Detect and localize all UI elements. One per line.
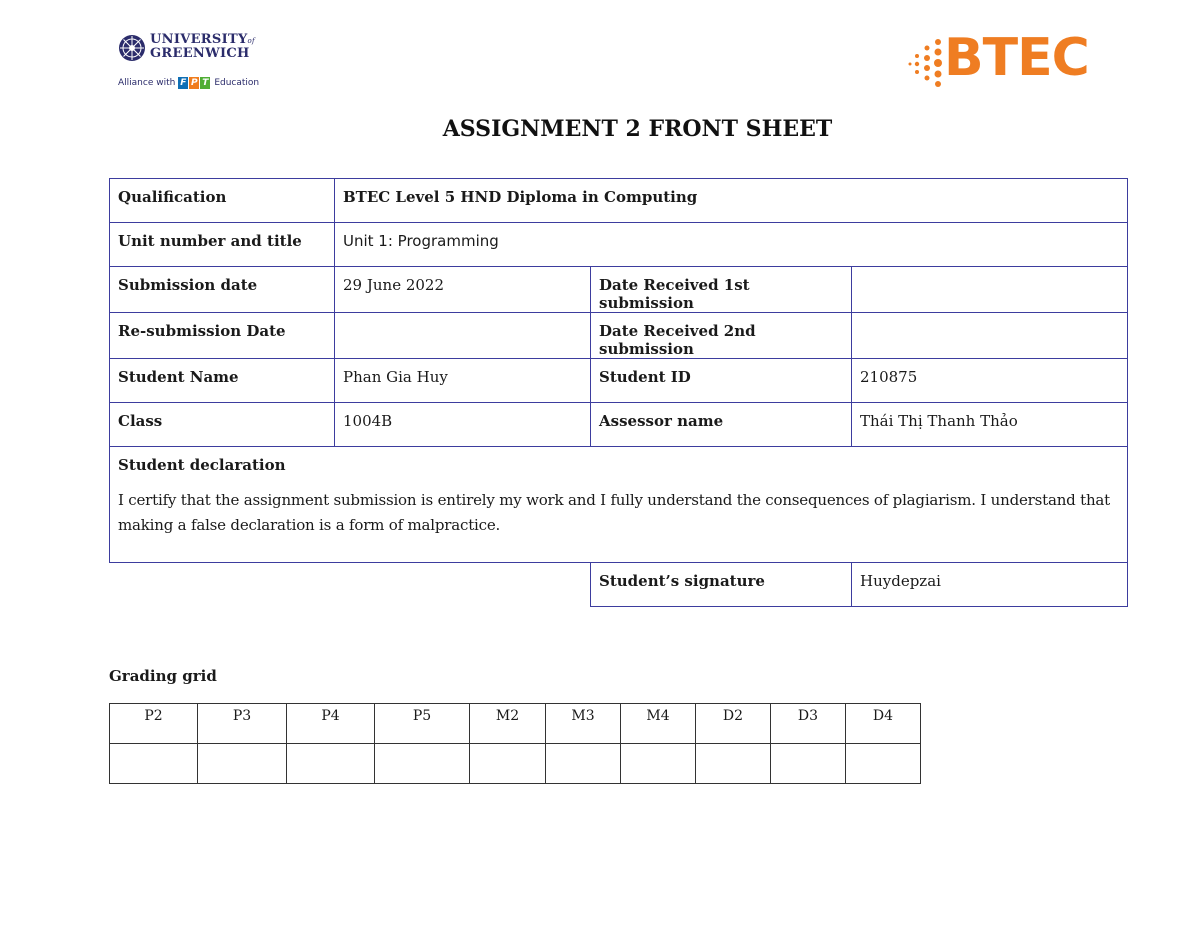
class-label: Class bbox=[110, 403, 335, 447]
fpt-logo bbox=[178, 77, 211, 89]
btec-wordmark: BTEC bbox=[944, 28, 1089, 88]
grade-header: P2 bbox=[110, 704, 198, 744]
grade-header: M2 bbox=[470, 704, 546, 744]
unit-value: Unit 1: Programming bbox=[335, 223, 1128, 267]
fpt-letter-p: P bbox=[191, 78, 198, 88]
grade-cell bbox=[846, 744, 921, 784]
page-title: ASSIGNMENT 2 FRONT SHEET bbox=[442, 116, 833, 142]
btec-dots-icon bbox=[908, 36, 948, 92]
declaration-text: I certify that the assignment submission is entirely my work and I fully understand the consequences of plagiarism. I understand that making a false declaration is a form of malpractice. bbox=[118, 491, 1111, 534]
alliance-prefix: Alliance with bbox=[118, 78, 176, 88]
qualification-row bbox=[110, 179, 1128, 223]
unit-label: Unit number and title bbox=[110, 223, 335, 267]
grade-cell bbox=[198, 744, 287, 784]
student-row bbox=[110, 359, 1128, 403]
unit-row bbox=[110, 223, 1128, 267]
grade-cell bbox=[546, 744, 621, 784]
grade-header: M4 bbox=[621, 704, 696, 744]
fpt-letter-t: T bbox=[202, 78, 209, 88]
qualification-label: Qualification bbox=[110, 179, 335, 223]
class-value: 1004B bbox=[335, 403, 591, 447]
student-declaration bbox=[110, 447, 1128, 563]
signature-value: Huydepzai bbox=[852, 563, 1128, 607]
university-of-greenwich-logo bbox=[118, 32, 258, 96]
greenwich-line2: GREENWICH bbox=[150, 46, 250, 61]
resubmission-row bbox=[110, 313, 1128, 359]
submission-row bbox=[110, 267, 1128, 313]
grade-header: P5 bbox=[375, 704, 470, 744]
grade-header: P3 bbox=[198, 704, 287, 744]
student-id-label: Student ID bbox=[591, 359, 852, 403]
grade-header: M3 bbox=[546, 704, 621, 744]
grading-header-row bbox=[110, 704, 921, 744]
student-name-value: Phan Gia Huy bbox=[335, 359, 591, 403]
declaration-title: Student declaration bbox=[118, 456, 286, 474]
resubmission-date-label: Re-submission Date bbox=[110, 313, 335, 359]
grade-header: D3 bbox=[771, 704, 846, 744]
resubmission-date-value bbox=[335, 313, 591, 359]
grade-cell bbox=[696, 744, 771, 784]
assessor-name-value: Thái Thị Thanh Thảo bbox=[852, 403, 1128, 447]
greenwich-of: of bbox=[247, 37, 255, 45]
date-received-2nd-label: Date Received 2nd submission bbox=[591, 313, 852, 359]
signature-row bbox=[110, 563, 1128, 607]
grade-header: D4 bbox=[846, 704, 921, 744]
date-received-1st-label: Date Received 1st submission bbox=[591, 267, 852, 313]
btec-logo bbox=[908, 28, 1098, 96]
grade-cell bbox=[621, 744, 696, 784]
signature-spacer bbox=[110, 563, 591, 607]
date-received-1st-value bbox=[852, 267, 1128, 313]
grade-header: D2 bbox=[696, 704, 771, 744]
qualification-value: BTEC Level 5 HND Diploma in Computing bbox=[335, 179, 1128, 223]
fpt-letter-f: F bbox=[180, 78, 187, 88]
class-row bbox=[110, 403, 1128, 447]
alliance-suffix: Education bbox=[214, 78, 260, 88]
grade-cell bbox=[110, 744, 198, 784]
submission-date-label: Submission date bbox=[110, 267, 335, 313]
front-sheet-table bbox=[109, 178, 1128, 607]
grade-cell bbox=[287, 744, 375, 784]
grading-value-row bbox=[110, 744, 921, 784]
submission-date-value: 29 June 2022 bbox=[335, 267, 591, 313]
student-id-value: 210875 bbox=[852, 359, 1128, 403]
declaration-row bbox=[110, 447, 1128, 563]
grade-cell bbox=[470, 744, 546, 784]
student-name-label: Student Name bbox=[110, 359, 335, 403]
greenwich-line1: UNIVERSITY bbox=[150, 32, 248, 47]
fpt-alliance bbox=[118, 77, 259, 89]
signature-label: Student’s signature bbox=[591, 563, 852, 607]
grade-cell bbox=[771, 744, 846, 784]
grade-cell bbox=[375, 744, 470, 784]
assessor-name-label: Assessor name bbox=[591, 403, 852, 447]
grade-header: P4 bbox=[287, 704, 375, 744]
date-received-2nd-value bbox=[852, 313, 1128, 359]
grading-grid-title: Grading grid bbox=[109, 667, 217, 685]
greenwich-seal-icon bbox=[118, 34, 146, 62]
grading-grid bbox=[109, 703, 921, 784]
